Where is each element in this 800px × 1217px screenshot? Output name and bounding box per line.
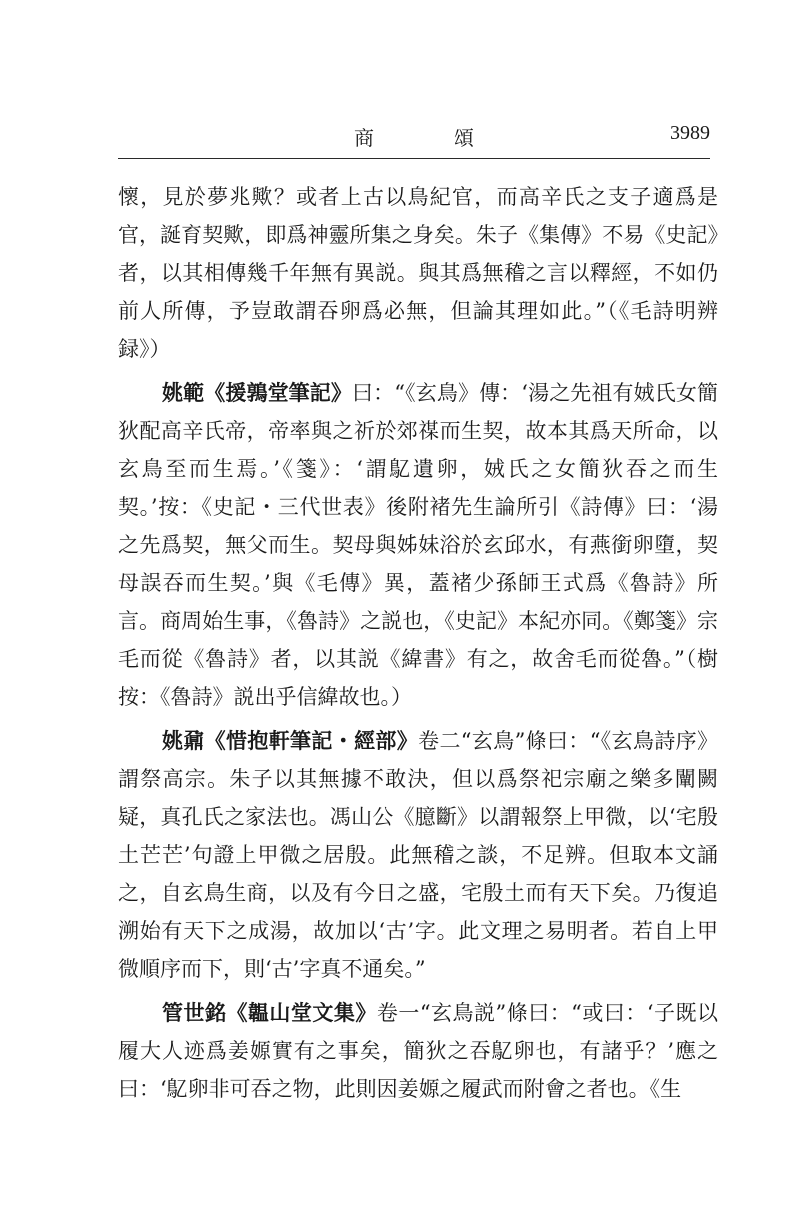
paragraph-yao-fan: [118, 374, 718, 716]
paragraph-yao-nai: [118, 722, 718, 988]
paragraph-continuation: [118, 178, 718, 368]
text-body: [118, 178, 718, 1108]
section-title: 商 頌: [354, 126, 504, 150]
paragraph-text: 曰：“《玄鳥》傳：‘湯之先祖有娀氏女簡狄配高辛氏帝，帝率與之祈於郊禖而生契，故本其爲天所命，以玄鳥至而生焉。’《箋》：‘謂鳦遺卵，娀氏之女簡狄吞之而生契。’按：《史記・三代世表》後附褚先生論所引《詩傳》曰：‘湯之先爲契，無父而生。契母與姊妹浴於玄邱水，有燕銜卵墮，契母誤吞而生契。’與《毛傳》異，蓋褚少孫師王式爲《魯詩》所言。商周始生事，《魯詩》之説也，《史記》本紀亦同。《鄭箋》宗毛而從《魯詩》者，以其説《緯書》有之，故舍毛而從魯。”（樹按：《魯詩》説出乎信緯故也。）: [118, 381, 718, 709]
paragraph-text: 卷一“玄鳥説”條曰：“或曰：‘子既以履大人迹爲姜嫄實有之事矣，簡狄之吞鳦卵也，有諸乎？’應之曰：‘鳦卵非可吞之物，此則因姜嫄之履武而附會之者也。《生: [118, 1001, 718, 1101]
paragraph-text: 懷，見於夢兆歟？或者上古以鳥紀官，而高辛氏之支子適爲是官，誕育契歟，即爲神靈所集之身矣。朱子《集傳》不易《史記》者，以其相傳幾千年無有異説。與其爲無稽之言以釋經，不如仍前人所傳，予豈敢謂吞卵爲必無，但論其理如此。”（《毛詩明辨録》）: [118, 185, 718, 361]
running-header: [118, 118, 710, 158]
source-citation: 姚範《援鶉堂筆記》: [162, 381, 353, 405]
header-divider: [118, 158, 710, 159]
paragraph-text: 卷二“玄鳥”條曰：“《玄鳥詩序》謂祭高宗。朱子以其無據不敢決，但以爲祭祀宗廟之樂多闡闕疑，真孔氏之家法也。馮山公《臆斷》以謂報祭上甲微，以‘宅殷土芒芒’句證上甲微之居殷。此無稽之談，不足辨。但取本文誦之，自玄鳥生商，以及有今日之盛，宅殷土而有天下矣。乃復追溯始有天下之成湯，故加以‘古’字。此文理之易明者。若自上甲微順序而下，則‘古’字真不通矣。”: [118, 729, 718, 981]
source-citation: 姚鼐《惜抱軒筆記・經部》: [162, 729, 419, 753]
page-number: 3989: [670, 122, 710, 144]
paragraph-guan-shiming: [118, 994, 718, 1108]
source-citation: 管世銘《韞山堂文集》: [162, 1001, 377, 1025]
